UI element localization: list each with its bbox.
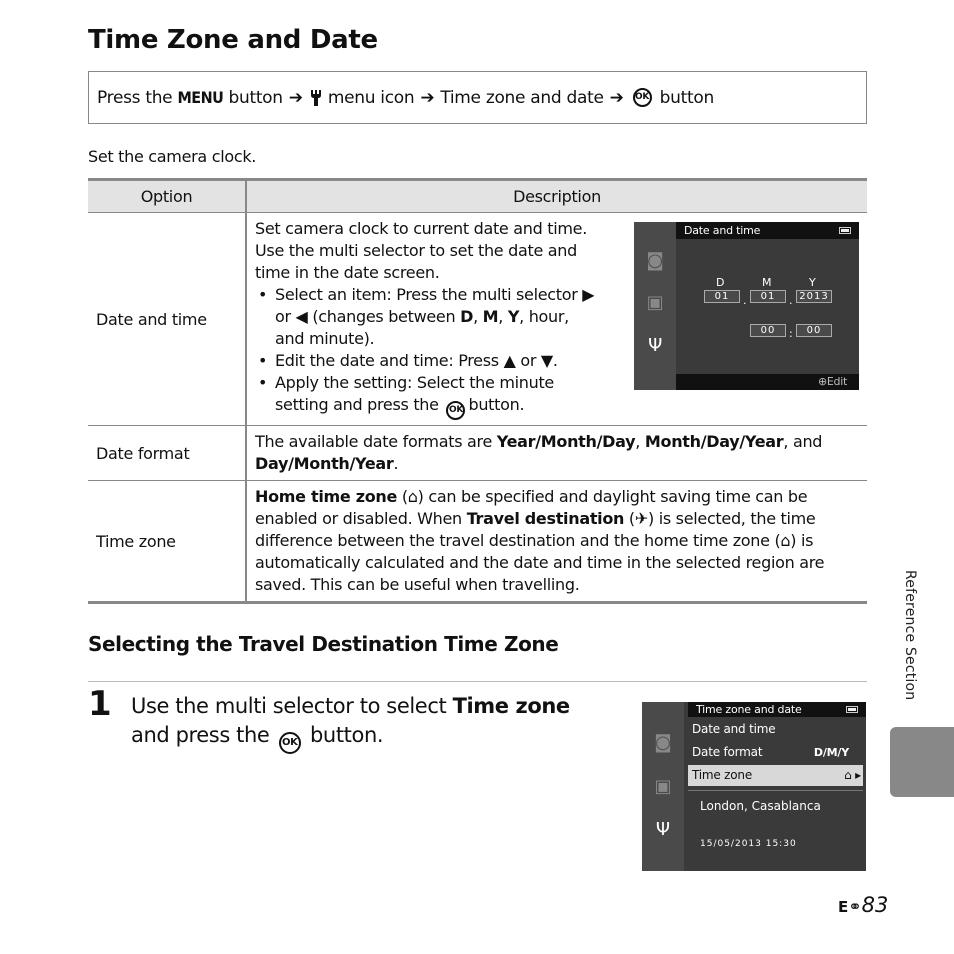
bullet-text: , <box>473 307 483 326</box>
bullet-bold: M <box>482 307 499 326</box>
camera-sidebar <box>642 702 684 871</box>
camera-icon: ◙ <box>654 732 672 753</box>
label-month: M <box>762 276 772 289</box>
label-day: D <box>716 276 725 289</box>
table-header-row <box>88 180 867 213</box>
path-button: button <box>659 87 714 108</box>
ok-button-icon: OK <box>279 732 301 754</box>
bullet-text: Select an item: Press the multi selector ▶ or ◀ (changes between <box>275 285 595 326</box>
screen-title <box>688 702 866 717</box>
description-cell <box>246 213 867 426</box>
step-part: Use the multi selector to select <box>131 694 453 718</box>
datetime-text: 15/05/2013 15:30 <box>700 839 797 849</box>
separator: . <box>789 294 793 307</box>
side-tab-label: Reference Section <box>902 570 918 701</box>
wrench-icon <box>309 89 323 107</box>
menu-item-value: D/M/Y <box>813 746 849 759</box>
list-item <box>255 284 600 350</box>
separator: . <box>743 294 747 307</box>
bullet-text: Apply the setting: Select the minute setting and press the <box>275 373 554 414</box>
header-description: Description <box>246 180 867 213</box>
description-text: Set camera clock to current date and time. Use the multi selector to set the date and time in the date screen. <box>255 219 587 282</box>
menu-button-icon: MENU <box>177 88 224 107</box>
time-zone-info <box>688 790 863 871</box>
battery-icon <box>846 706 858 713</box>
desc-text: . <box>393 454 399 473</box>
table-row <box>88 213 867 426</box>
desc-text: , <box>635 432 645 451</box>
path-menu-icon: menu icon <box>327 87 415 108</box>
option-cell: Time zone <box>88 481 246 603</box>
menu-item-date-and-time[interactable] <box>688 719 863 740</box>
list-item <box>255 372 600 420</box>
movie-icon: ▣ <box>646 292 664 313</box>
header-option: Option <box>88 180 246 213</box>
desc-bold: Home time zone <box>255 487 398 506</box>
desc-text: , and <box>783 432 823 451</box>
label-year: Y <box>809 276 816 289</box>
menu-item-time-zone[interactable] <box>688 765 863 786</box>
camera-screen-time-zone-menu <box>642 702 866 871</box>
intro-text: Set the camera clock. <box>88 147 257 166</box>
camera-screen-date-time <box>634 222 859 390</box>
option-cell: Date and time <box>88 213 246 426</box>
separator: : <box>789 327 793 340</box>
path-item: Time zone and date <box>440 87 604 108</box>
day-field[interactable]: 01 <box>704 290 740 303</box>
footer-text: Edit <box>826 375 847 388</box>
reference-icon: ⚭ <box>848 897 862 916</box>
desc-text: (✈) is selected, the time difference between the travel destination and the home time zone (⌂) is automatically calculated and the date and time in the selected region are saved. This can be useful when travelling. <box>255 509 825 594</box>
year-field[interactable]: 2013 <box>796 290 832 303</box>
step-bold: Time zone <box>452 694 570 718</box>
menu-path-box <box>88 71 867 124</box>
menu-item-label: Time zone <box>692 768 753 782</box>
home-icon: ⌂ ▸ <box>844 768 861 782</box>
screen-title <box>676 222 859 239</box>
month-field[interactable]: 01 <box>750 290 786 303</box>
step-part: button. <box>310 723 384 747</box>
page-number-text: 83 <box>861 893 889 917</box>
movie-icon: ▣ <box>654 776 672 797</box>
option-cell: Date format <box>88 426 246 481</box>
ok-button-icon: OK <box>446 401 465 420</box>
arrow-right-icon: ➔ <box>288 87 303 108</box>
desc-text: (⌂) can be specified and daylight saving time can be enabled or disabled. When <box>255 487 808 528</box>
battery-icon <box>839 227 851 234</box>
bullet-text: button. <box>468 395 525 414</box>
list-item: • Edit the date and time: Press ▲ or ▼. <box>255 350 600 372</box>
camera-sidebar <box>634 222 676 390</box>
section-heading: Selecting the Travel Destination Time Zone <box>88 632 559 656</box>
table-row <box>88 481 867 603</box>
path-press: Press the <box>97 87 173 108</box>
location-text: London, Casablanca <box>700 799 821 813</box>
hour-field[interactable]: 00 <box>750 324 786 337</box>
screen-footer <box>676 374 859 390</box>
wrench-icon: Ψ <box>655 819 671 840</box>
desc-bold: Travel destination <box>466 509 625 528</box>
description-cell <box>246 481 867 603</box>
screen-title-text: Time zone and date <box>696 703 802 716</box>
bullet-text: , hour, and minute). <box>275 307 569 348</box>
arrow-right-icon: ➔ <box>609 87 624 108</box>
desc-bold: Month/Day/Year <box>644 432 784 451</box>
divider <box>88 681 867 682</box>
table-row <box>88 426 867 481</box>
page-number <box>838 893 888 917</box>
multi-selector-icon: ⊕ <box>817 375 827 388</box>
screen-title-text: Date and time <box>684 224 761 237</box>
menu-item-label: Date and time <box>692 722 776 736</box>
minute-field[interactable]: 00 <box>796 324 832 337</box>
ok-button-icon: OK <box>633 88 652 107</box>
step-text <box>131 692 611 754</box>
menu-item-label: Date format <box>692 745 763 759</box>
page-title: Time Zone and Date <box>88 25 378 55</box>
bullet-bold: Y <box>507 307 520 326</box>
wrench-icon: Ψ <box>648 335 662 356</box>
arrow-right-icon: ➔ <box>420 87 435 108</box>
bullet-bold: D <box>460 307 474 326</box>
camera-icon: ◙ <box>646 250 664 271</box>
description-cell <box>246 426 867 481</box>
step-number: 1 <box>88 684 112 724</box>
path-button: button <box>228 87 283 108</box>
options-table <box>88 178 867 604</box>
reference-e-icon: E <box>838 898 849 916</box>
desc-bold: Year/Month/Day <box>496 432 636 451</box>
bullet-text: , <box>498 307 508 326</box>
section-tab <box>890 727 954 797</box>
menu-item-date-format[interactable] <box>688 742 863 763</box>
step-part: and press the <box>131 723 270 747</box>
desc-bold: Day/Month/Year <box>255 454 394 473</box>
desc-text: The available date formats are <box>255 432 497 451</box>
